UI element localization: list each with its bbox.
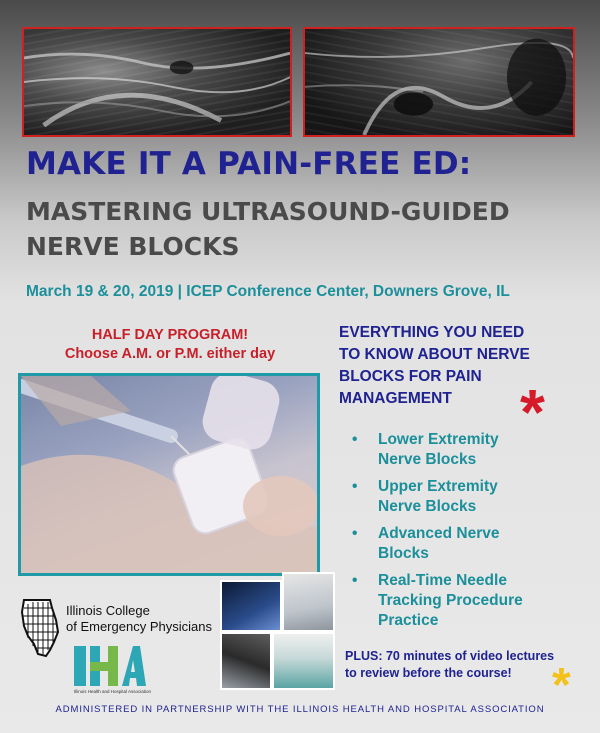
topic-line: Nerve Blocks	[378, 451, 477, 468]
icep-line-2: of Emergency Physicians	[66, 619, 212, 634]
ultrasound-image-left	[22, 27, 292, 137]
ultrasound-scan-icon	[24, 29, 290, 135]
subtitle	[26, 194, 566, 264]
icep-line-1: Illinois College	[66, 603, 150, 618]
half-day-notice	[20, 326, 320, 364]
subtitle-line-1: MASTERING ULTRASOUND-GUIDED	[26, 197, 510, 226]
red-asterisk-icon: *	[520, 376, 545, 448]
ultrasound-image-right	[303, 27, 575, 137]
summary-line-3: BLOCKS FOR PAIN	[339, 368, 482, 385]
iha-logo	[74, 646, 146, 686]
summary-line-4: MANAGEMENT	[339, 390, 452, 407]
main-title: MAKE IT A PAIN-FREE ED:	[26, 146, 472, 182]
topic-line: Real-Time Needle	[378, 572, 507, 589]
subtitle-line-2: NERVE BLOCKS	[26, 232, 240, 261]
list-item	[352, 524, 587, 564]
plus-note	[345, 648, 585, 682]
yellow-asterisk-icon: *	[552, 659, 571, 712]
topic-line: Tracking Procedure	[378, 592, 523, 609]
summary-line-1: EVERYTHING YOU NEED	[339, 324, 525, 341]
topic-line: Advanced Nerve	[378, 525, 500, 542]
ultrasound-scan-icon	[305, 29, 573, 135]
list-item	[352, 430, 587, 470]
iha-subtitle: Illinois Health and Hospital Association	[74, 689, 152, 694]
plus-line-2: to review before the course!	[345, 666, 512, 680]
photo-collage	[220, 572, 335, 690]
summary-line-2: TO KNOW ABOUT NERVE	[339, 346, 530, 363]
topic-list	[352, 430, 587, 638]
topic-line: Practice	[378, 612, 439, 629]
needle-and-probe-photo-icon	[21, 376, 317, 573]
icep-name	[66, 603, 226, 635]
collage-photo	[220, 632, 272, 690]
procedure-photo	[18, 373, 320, 576]
topic-line: Nerve Blocks	[378, 498, 477, 515]
topic-line: Lower Extremity	[378, 431, 499, 448]
list-item	[352, 571, 587, 631]
collage-photo	[220, 580, 282, 632]
collage-photo	[272, 632, 335, 690]
plus-line-1: PLUS: 70 minutes of video lectures	[345, 649, 555, 663]
topic-line: Blocks	[378, 545, 429, 562]
bullet-icon: •	[352, 478, 358, 495]
list-item	[352, 477, 587, 517]
half-day-line-1: HALF DAY PROGRAM!	[91, 327, 249, 343]
half-day-line-2: Choose A.M. or P.M. either day	[64, 346, 276, 362]
bullet-icon: •	[352, 572, 358, 589]
collage-photo	[282, 572, 335, 632]
footer-partnership: ADMINISTERED IN PARTNERSHIP WITH THE ILLINOIS HEALTH AND HOSPITAL ASSOCIATION	[55, 704, 545, 715]
topic-line: Upper Extremity	[378, 478, 498, 495]
date-location: March 19 & 20, 2019 | ICEP Conference Center, Downers Grove, IL	[26, 283, 510, 300]
bullet-icon: •	[352, 431, 358, 448]
illinois-state-outline-icon	[20, 598, 62, 658]
bullet-icon: •	[352, 525, 358, 542]
